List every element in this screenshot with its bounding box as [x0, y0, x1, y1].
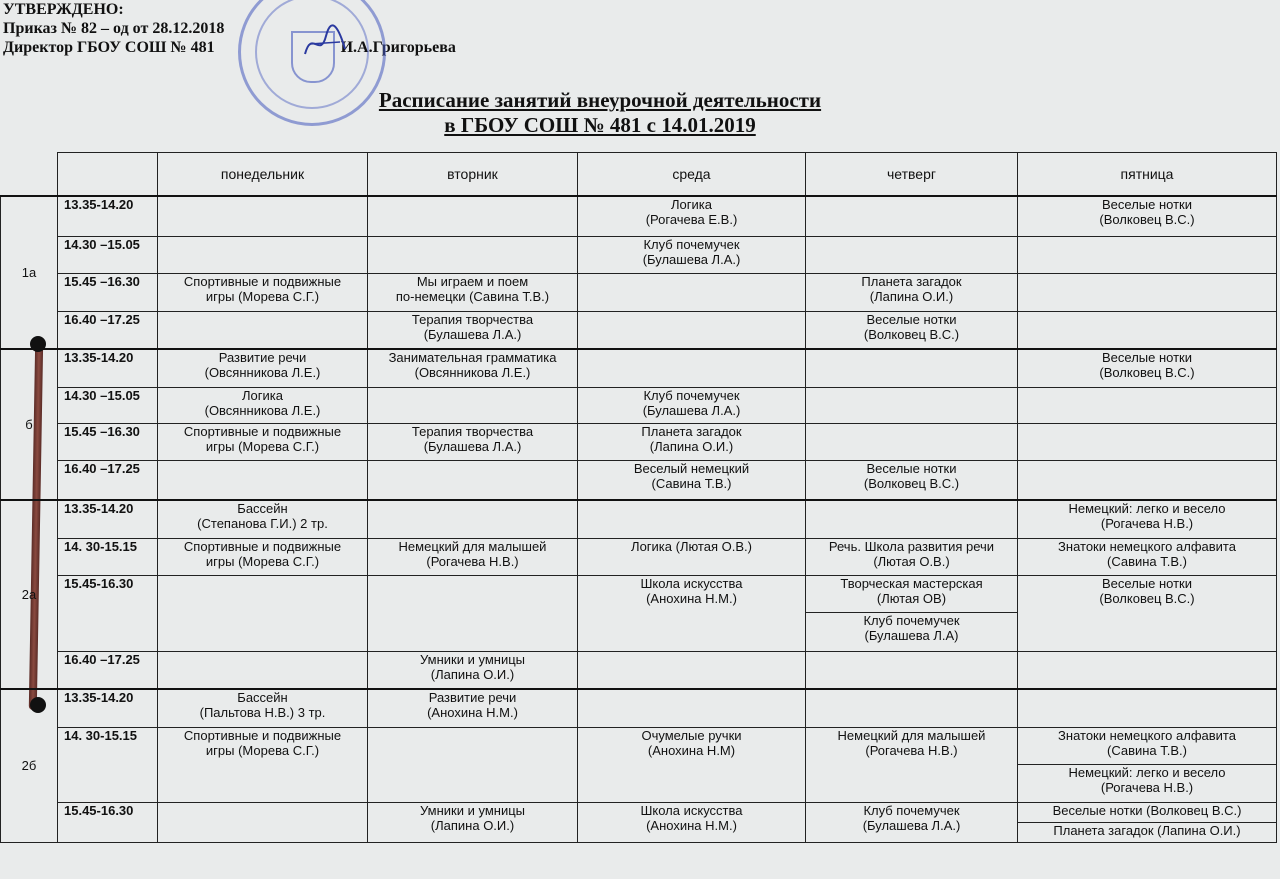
day-header: среда	[578, 153, 806, 197]
lesson-cell: Немецкий: легко и весело (Рогачева Н.В.)	[1018, 500, 1277, 538]
class-label: 2а	[1, 500, 58, 689]
time-cell: 14. 30-15.15	[58, 538, 158, 575]
director-line	[3, 38, 456, 57]
day-header-row	[1, 153, 1277, 197]
table-row	[1, 387, 1277, 423]
table-row	[1, 423, 1277, 460]
class-label: б	[1, 349, 58, 500]
time-cell: 16.40 –17.25	[58, 460, 158, 500]
time-cell: 15.45 –16.30	[58, 423, 158, 460]
lesson-cell: Школа искусства (Анохина Н.М.)	[578, 575, 806, 651]
lesson-cell: Спортивные и подвижные игры (Морева С.Г.)	[158, 538, 368, 575]
time-cell: 15.45 –16.30	[58, 273, 158, 311]
lesson-cell: Спортивные и подвижные игры (Морева С.Г.)	[158, 273, 368, 311]
table-row	[1, 196, 1277, 236]
lesson-cell: Развитие речи (Анохина Н.М.)	[368, 689, 578, 727]
class-label: 1а	[1, 196, 58, 349]
lesson-cell: Веселые нотки (Волковец В.С.)	[1018, 575, 1277, 651]
approved-label: УТВЕРЖДЕНО:	[3, 1, 124, 18]
lesson-cell: Умники и умницы (Лапина О.И.)	[368, 802, 578, 842]
lesson-cell: Логика (Овсянникова Л.Е.)	[158, 387, 368, 423]
lesson-cell: Веселые нотки (Волковец В.С.)	[1018, 349, 1277, 387]
table-row	[1, 651, 1277, 689]
page-title: Расписание занятий внеурочной деятельности	[378, 88, 822, 112]
lesson-cell: Логика (Рогачева Е.В.)	[578, 196, 806, 236]
lesson-cell: Школа искусства (Анохина Н.М.)	[578, 802, 806, 842]
day-header: четверг	[806, 153, 1018, 197]
lesson-cell: Спортивные и подвижные игры (Морева С.Г.)	[158, 423, 368, 460]
lesson-cell: Веселые нотки (Волковец В.С.) Планета загадок (Лапина О.И.)	[1018, 802, 1277, 842]
lesson-cell: Немецкий для малышей (Рогачева Н.В.)	[806, 727, 1018, 802]
time-cell: 13.35-14.20	[58, 196, 158, 236]
day-header: пятница	[1018, 153, 1277, 197]
lesson-cell: Веселые нотки (Волковец В.С.)	[806, 460, 1018, 500]
day-header: вторник	[368, 153, 578, 197]
lesson-cell: Планета загадок (Лапина О.И.)	[806, 273, 1018, 311]
lesson-cell: Мы играем и поем по-немецки (Савина Т.В.)	[368, 273, 578, 311]
lesson-cell: Речь. Школа развития речи (Лютая О.В.)	[806, 538, 1018, 575]
lesson-cell: Умники и умницы (Лапина О.И.)	[368, 651, 578, 689]
lesson-cell: Немецкий для малышей (Рогачева Н.В.)	[368, 538, 578, 575]
lesson-cell: Веселый немецкий (Савина Т.В.)	[578, 460, 806, 500]
table-row	[1, 236, 1277, 273]
lesson-cell: Спортивные и подвижные игры (Морева С.Г.)	[158, 727, 368, 802]
lesson-cell: Очумелые ручки (Анохина Н.М)	[578, 727, 806, 802]
table-row	[1, 575, 1277, 651]
table-row	[1, 689, 1277, 727]
time-cell: 15.45-16.30	[58, 575, 158, 651]
time-cell: 16.40 –17.25	[58, 311, 158, 349]
lesson-cell: Терапия творчества (Булашева Л.А.)	[368, 311, 578, 349]
lesson-cell: Знатоки немецкого алфавита (Савина Т.В.) Немецкий: легко и весело (Рогачева Н.В.)	[1018, 727, 1277, 802]
approval-block	[3, 0, 456, 57]
time-cell: 13.35-14.20	[58, 689, 158, 727]
table-row	[1, 460, 1277, 500]
table-row	[1, 538, 1277, 575]
lesson-cell: Веселые нотки (Волковец В.С.)	[1018, 196, 1277, 236]
day-header: понедельник	[158, 153, 368, 197]
table-row	[1, 500, 1277, 538]
lesson-cell: Веселые нотки (Волковец В.С.)	[806, 311, 1018, 349]
time-cell: 14.30 –15.05	[58, 236, 158, 273]
time-cell: 14.30 –15.05	[58, 387, 158, 423]
time-cell: 14. 30-15.15	[58, 727, 158, 802]
lesson-cell: Клуб почемучек (Булашева Л.А.)	[806, 802, 1018, 842]
director-signature	[300, 24, 350, 64]
table-row	[1, 273, 1277, 311]
director-name: И.А.Григорьева	[340, 39, 456, 56]
table-row	[1, 311, 1277, 349]
order-line: Приказ № 82 – од от 28.12.2018	[3, 20, 225, 37]
time-cell: 15.45-16.30	[58, 802, 158, 842]
lesson-cell: Развитие речи (Овсянникова Л.Е.)	[158, 349, 368, 387]
lesson-cell: Бассейн (Пальтова Н.В.) 3 тр.	[158, 689, 368, 727]
time-cell: 13.35-14.20	[58, 349, 158, 387]
table-row	[1, 349, 1277, 387]
lesson-cell: Занимательная грамматика (Овсянникова Л.Е.)	[368, 349, 578, 387]
lesson-cell: Логика (Лютая О.В.)	[578, 538, 806, 575]
schedule-table	[0, 152, 1277, 843]
lesson-cell: Бассейн (Степанова Г.И.) 2 тр.	[158, 500, 368, 538]
time-cell: 13.35-14.20	[58, 500, 158, 538]
lesson-cell: Знатоки немецкого алфавита (Савина Т.В.)	[1018, 538, 1277, 575]
time-cell: 16.40 –17.25	[58, 651, 158, 689]
class-label: 2б	[1, 689, 58, 842]
lesson-cell: Клуб почемучек (Булашева Л.А.)	[578, 236, 806, 273]
page-subtitle: в ГБОУ СОШ № 481 с 14.01.2019	[444, 113, 756, 137]
lesson-cell: Терапия творчества (Булашева Л.А.)	[368, 423, 578, 460]
director-title: Директор ГБОУ СОШ № 481	[3, 39, 215, 56]
lesson-cell: Творческая мастерская (Лютая ОВ) Клуб почемучек (Булашева Л.А)	[806, 575, 1018, 651]
table-row	[1, 727, 1277, 802]
lesson-cell: Клуб почемучек (Булашева Л.А.)	[578, 387, 806, 423]
table-row	[1, 802, 1277, 842]
lesson-cell: Планета загадок (Лапина О.И.)	[578, 423, 806, 460]
